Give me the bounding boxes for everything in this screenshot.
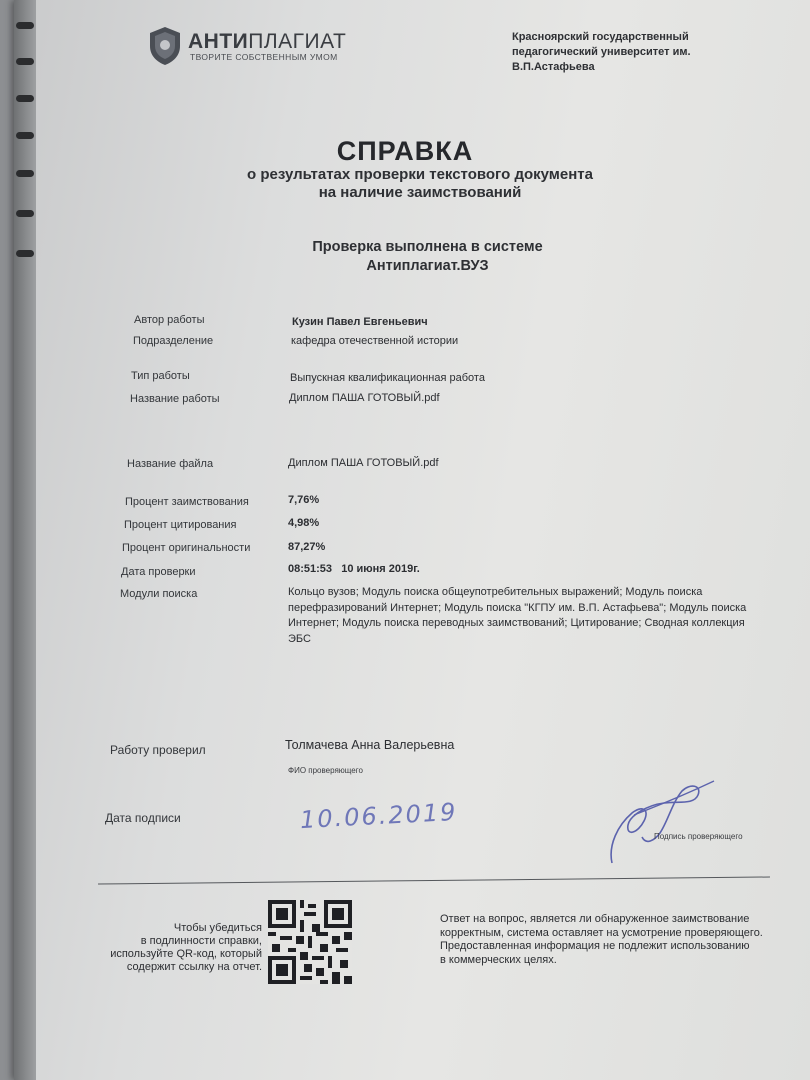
antiplagiat-logo-icon bbox=[148, 26, 182, 66]
binding-ring bbox=[16, 22, 34, 29]
signature-date-label: Дата подписи bbox=[105, 811, 181, 825]
author-label: Автор работы bbox=[134, 314, 205, 326]
work-type-value: Выпускная квалификационная работа bbox=[290, 372, 485, 384]
search-modules-label: Модули поиска bbox=[120, 588, 198, 600]
originality-percent-label: Процент оригинальности bbox=[122, 542, 251, 554]
citation-percent-label: Процент цитирования bbox=[124, 519, 237, 531]
qr-code-icon[interactable] bbox=[268, 900, 352, 984]
work-title-label: Название работы bbox=[130, 393, 220, 405]
disclaimer-text: Ответ на вопрос, является ли обнаруженное заимствование корректным, система оставляет на усмотрение проверяющего. Предоставленная информация не подлежит использованию в коммерческих целях. bbox=[440, 913, 763, 966]
handwritten-signature bbox=[598, 775, 718, 870]
qr-instructions: Чтобы убедиться в подлинности справки, используйте QR-код, который содержит ссылку на отчет. bbox=[110, 922, 262, 973]
document-subtitle: о результатах проверки текстового документа на наличие заимствований bbox=[247, 166, 593, 201]
file-name-label: Название файла bbox=[127, 458, 214, 470]
check-system: Проверка выполнена в системе Антиплагиат.ВУЗ bbox=[312, 239, 543, 274]
citation-percent-value: 4,98% bbox=[288, 517, 320, 529]
signature-caption: Подпись проверяющего bbox=[654, 832, 743, 841]
work-title-value: Диплом ПАША ГОТОВЫЙ.pdf bbox=[289, 392, 440, 404]
department-value: кафедра отечественной истории bbox=[291, 335, 459, 347]
borrowing-percent-label: Процент заимствования bbox=[125, 496, 249, 508]
university-name: Красноярский государственный педагогический университет им. В.П.Астафьева bbox=[512, 31, 691, 73]
binding-ring bbox=[16, 58, 34, 65]
work-type-label: Тип работы bbox=[131, 370, 190, 382]
checker-fio-caption: ФИО проверяющего bbox=[288, 766, 363, 775]
document-title: СПРАВКА bbox=[336, 136, 474, 166]
binding-ring bbox=[16, 210, 34, 217]
author-value: Кузин Павел Евгеньевич bbox=[292, 316, 428, 328]
checked-by-label: Работу проверил bbox=[110, 743, 206, 757]
check-date-value: 08:51:53 10 июня 2019г. bbox=[288, 563, 420, 575]
file-name-value: Диплом ПАША ГОТОВЫЙ.pdf bbox=[288, 457, 439, 469]
binding-ring bbox=[16, 95, 34, 102]
department-label: Подразделение bbox=[133, 335, 214, 347]
originality-percent-value: 87,27% bbox=[288, 541, 326, 553]
search-modules-value: Кольцо вузов; Модуль поиска общеупотребительных выражений; Модуль поиска перефразирований Интернет; Модуль поиска "КГПУ им. В.П. Астафьева"; Модуль поиска Интернет; Модуль поиска переводных заимствований; Цитирование; Сводная коллекция ЭБС bbox=[288, 586, 747, 645]
checker-name: Толмачева Анна Валерьевна bbox=[285, 738, 455, 752]
borrowing-percent-value: 7,76% bbox=[288, 494, 320, 506]
check-date-label: Дата проверки bbox=[121, 566, 196, 578]
logo-slogan: ТВОРИТЕ СОБСТВЕННЫМ УМОМ bbox=[190, 52, 338, 62]
handwritten-date: 10.06.2019 bbox=[299, 797, 459, 835]
logo-wordmark: АНТИПЛАГИАТ bbox=[188, 30, 347, 53]
